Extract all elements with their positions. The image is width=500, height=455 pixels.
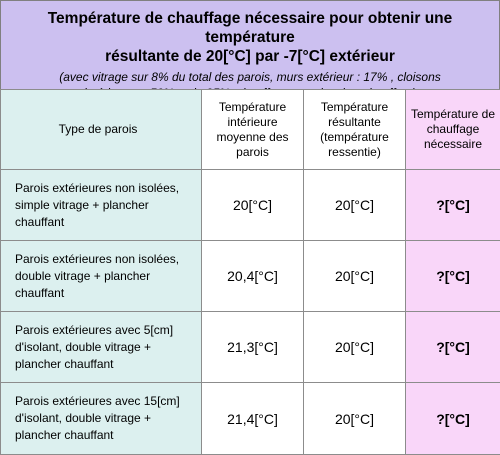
table-row: [1, 241, 500, 312]
temperature-table: [0, 89, 500, 455]
heating-temp-cell: ?[°C]: [406, 241, 500, 312]
wall-temp-cell: 20,4[°C]: [202, 241, 304, 312]
column-header-type: Type de parois: [1, 90, 202, 170]
column-header-heating: Température de chauffage nécessaire: [406, 90, 500, 170]
resultant-temp-cell: 20[°C]: [304, 383, 406, 455]
resultant-temp-cell: 20[°C]: [304, 241, 406, 312]
column-header-resultant: Température résultante (température ressentie): [304, 90, 406, 170]
table-header-row: [1, 90, 500, 170]
wall-type-cell: Parois extérieures avec 5[cm] d'isolant, double vitrage + plancher chauffant: [1, 312, 202, 383]
heating-temp-cell: ?[°C]: [406, 383, 500, 455]
table-header-banner: [0, 0, 500, 90]
table-row: [1, 312, 500, 383]
wall-type-cell: Parois extérieures non isolées, simple vitrage + plancher chauffant: [1, 170, 202, 241]
wall-type-cell: Parois extérieures avec 15[cm] d'isolant, double vitrage + plancher chauffant: [1, 383, 202, 455]
wall-temp-cell: 21,4[°C]: [202, 383, 304, 455]
title-line: Température de chauffage nécessaire pour obtenir une température: [7, 9, 493, 47]
table-row: [1, 170, 500, 241]
heating-temp-cell: ?[°C]: [406, 170, 500, 241]
table-row: [1, 383, 500, 455]
title-line: résultante de 20[°C] par -7[°C] extérieur: [7, 47, 493, 66]
wall-type-cell: Parois extérieures non isolées, double vitrage + plancher chauffant: [1, 241, 202, 312]
heating-temp-cell: ?[°C]: [406, 312, 500, 383]
page-title: [1, 9, 499, 66]
column-header-wall-temp: Température intérieure moyenne des parois: [202, 90, 304, 170]
resultant-temp-cell: 20[°C]: [304, 312, 406, 383]
wall-temp-cell: 20[°C]: [202, 170, 304, 241]
subtitle-line: (avec vitrage sur 8% du total des parois, murs extérieur : 17% , cloisons: [7, 69, 493, 85]
wall-temp-cell: 21,3[°C]: [202, 312, 304, 383]
resultant-temp-cell: 20[°C]: [304, 170, 406, 241]
